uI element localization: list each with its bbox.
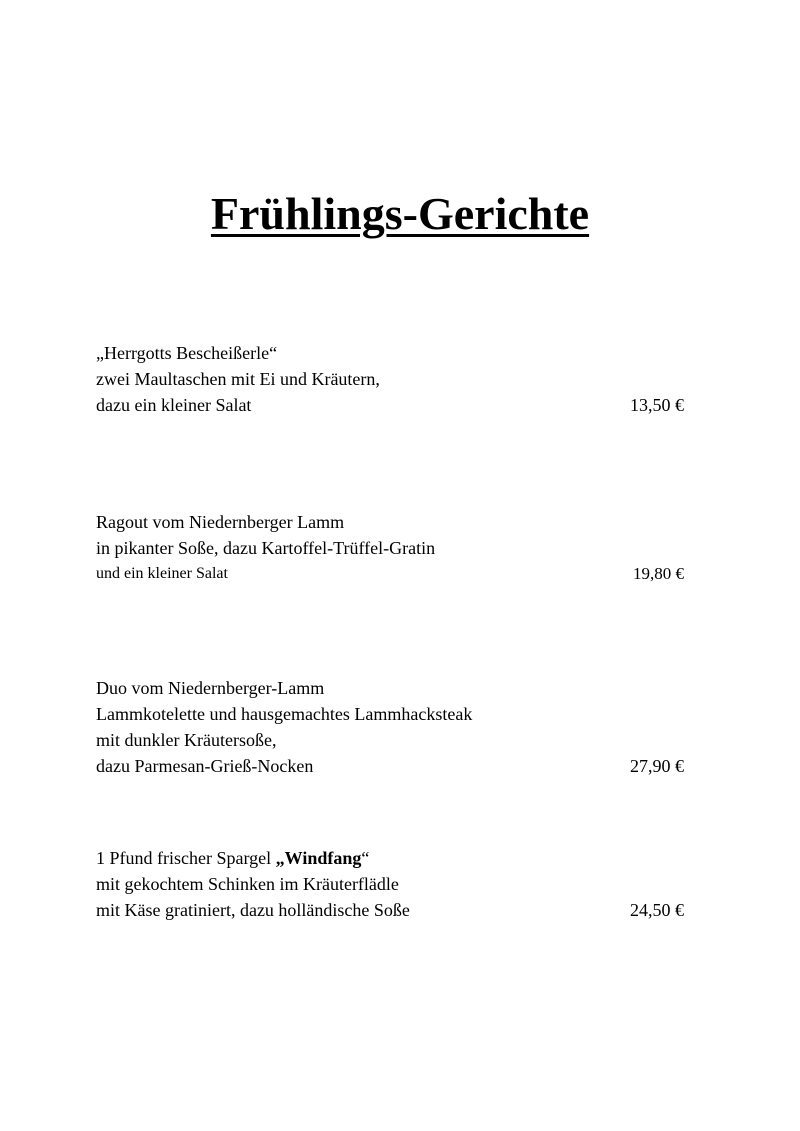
dish-price: 27,90 € — [630, 756, 684, 776]
dish-name-prefix: 1 Pfund frischer Spargel — [96, 848, 276, 868]
menu-item — [96, 340, 684, 418]
page-title — [0, 186, 800, 242]
dish-description: in pikanter Soße, dazu Kartoffel-Trüffel-Gratin — [96, 538, 436, 558]
dish-name — [96, 845, 684, 871]
menu-item — [96, 509, 684, 587]
page-title-text: Frühlings-Gerichte — [210, 188, 590, 239]
dish-name-highlight: „Windfang — [275, 848, 362, 868]
dish-name: „Herrgotts Bescheißerle“ — [96, 343, 278, 363]
dish-description: Lammkotelette und hausgemachtes Lammhacksteak — [96, 704, 473, 724]
dish-price: 13,50 € — [630, 395, 684, 415]
dish-price: 19,80 € — [633, 564, 684, 583]
dish-description: mit gekochtem Schinken im Kräuterflädle — [96, 874, 399, 894]
dish-description: mit dunkler Kräutersoße, — [96, 730, 277, 750]
dish-price: 24,50 € — [630, 900, 684, 920]
dish-description: und ein kleiner Salat — [96, 565, 228, 582]
dish-name: Duo vom Niedernberger-Lamm — [96, 678, 325, 698]
dish-name-suffix: “ — [361, 848, 370, 868]
dish-description: dazu ein kleiner Salat — [96, 395, 252, 415]
menu-item — [96, 675, 684, 779]
dish-description: dazu Parmesan-Grieß-Nocken — [96, 756, 314, 776]
dish-name: Ragout vom Niedernberger Lamm — [96, 512, 345, 532]
menu-item — [96, 845, 684, 923]
dish-description: mit Käse gratiniert, dazu holländische Soße — [96, 900, 410, 920]
dish-description: zwei Maultaschen mit Ei und Kräutern, — [96, 369, 380, 389]
